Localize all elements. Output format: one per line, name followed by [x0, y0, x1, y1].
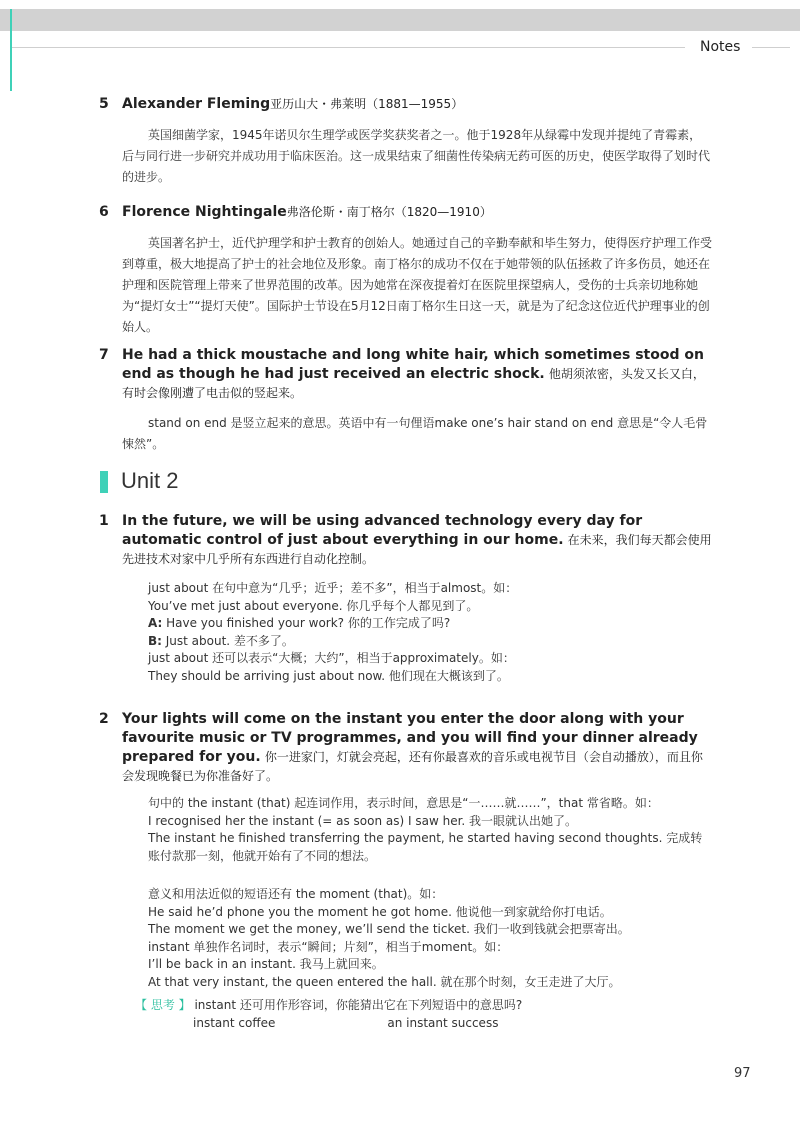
note-number: 1	[99, 513, 109, 529]
top-bar	[0, 9, 800, 31]
think-prompt	[135, 997, 699, 1015]
dialogue-text: Have you finished your work? 你的工作完成了吗?	[162, 616, 451, 631]
note-heading-en: Your lights will come on the instant you enter the door along with your favourite music or TV programmes, and you will find your dinner already prepared for you.	[122, 711, 698, 765]
example-line: You’ve met just about everyone. 你几乎每个人都见到了。	[148, 598, 479, 613]
example-line: just about 还可以表示“大概；大约”，相当于approximately。如：	[148, 651, 515, 666]
note-heading	[122, 710, 712, 786]
example-lines	[148, 580, 712, 686]
note-heading	[122, 95, 712, 114]
note-heading-cn: 你一进家门，灯就会亮起，还有你最喜欢的音乐或电视节目（会自动播放），而且你会发现晚餐已为你准备好了。	[122, 750, 703, 783]
example-line: They should be arriving just about now. 他们现在大概该到了。	[148, 668, 509, 683]
note-number: 5	[99, 96, 109, 112]
example-line: just about 在句中意为“几乎；近乎；差不多”，相当于almost。如：	[148, 581, 518, 595]
phrase-item: an instant success	[387, 1016, 499, 1030]
note-number: 6	[99, 204, 109, 220]
note-heading-en: Alexander Fleming	[122, 96, 271, 112]
note-heading-cn: 亚历山大・弗莱明（1881—1955）	[270, 97, 464, 111]
header-rule-right	[752, 47, 790, 48]
example-line: 意义和用法近似的短语还有 the moment (that)。如：	[148, 887, 444, 901]
note-paragraph: stand on end 是竖立起来的意思。英语中有一句俚语make one’s hair stand on end 意思是“令人毛骨悚然”。	[122, 416, 708, 451]
unit-title: Unit 2	[121, 468, 179, 493]
example-line: I recognised her the instant (= as soon as) I saw her. 我一眼就认出她了。	[148, 813, 578, 828]
notes-header-label: Notes	[700, 39, 741, 55]
think-text: instant 还可用作形容词，你能猜出它在下列短语中的意思吗?	[194, 998, 523, 1012]
dialogue-line	[148, 633, 712, 651]
note-paragraph: 英国著名护士，近代护理学和护士教育的创始人。她通过自己的辛勤奉献和毕生努力，使得医疗护理工作受到尊重，极大地提高了护士的社会地位及形象。南丁格尔的成功不仅在于她带领的队伍拯救了许多伤员，她还在护理和医院管理上带来了世界范围的改革。因为她常在深夜提着灯在医院里探望病人，受伤的士兵亲切地称她为“提灯女士”“提灯天使”。国际护士节设在5月12日南丁格尔生日这一天，就是为了纪念这位近代护理事业的创始人。	[122, 236, 713, 334]
note-heading-cn: 他胡须浓密，头发又长又白，有时会像刚遭了电击似的竖起来。	[122, 367, 705, 400]
example-lines	[148, 886, 712, 992]
note-paragraph: 英国细菌学家，1945年诺贝尔生理学或医学奖获奖者之一。他于1928年从绿霉中发现并提纯了青霉素，后与同行进一步研究并成功用于临床医治。这一成果结束了细菌性传染病无药可医的历史，使医学取得了划时代的进步。	[122, 128, 711, 184]
note-heading	[122, 203, 712, 222]
note-heading	[122, 512, 712, 569]
example-line: The instant he finished transferring the payment, he started having second thoughts. 完成转账付款那一刻，他就开始有了不同的想法。	[148, 831, 703, 863]
phrase-list	[193, 1015, 757, 1033]
think-label: 【 思考 】	[135, 998, 191, 1012]
note-heading-cn: 在未来，我们每天都会使用先进技术对家中几乎所有东西进行自动化控制。	[122, 533, 712, 566]
note-heading-en: In the future, we will be using advanced technology every day for automatic control of just about everything in our home.	[122, 513, 643, 548]
example-line: 句中的 the instant (that) 起连词作用，表示时间，意思是“一……就……”，that 常省略。如：	[148, 796, 659, 810]
speaker-label: B:	[148, 633, 162, 648]
example-line: The moment we get the money, we’ll send the ticket. 我们一收到钱就会把票寄出。	[148, 922, 630, 937]
example-line: I’ll be back in an instant. 我马上就回来。	[148, 957, 384, 972]
example-lines	[148, 795, 712, 865]
example-line: instant 单独作名词时，表示“瞬间；片刻”，相当于moment。如：	[148, 939, 509, 954]
phrase-item: instant coffee	[193, 1016, 276, 1030]
note-heading-en: He had a thick moustache and long white hair, which sometimes stood on end as though he had just received an electric shock.	[122, 347, 704, 382]
page-number: 97	[734, 1066, 751, 1081]
note-number: 7	[99, 347, 109, 363]
unit-title-accent	[100, 471, 108, 493]
example-line: At that very instant, the queen entered the hall. 就在那个时刻，女王走进了大厅。	[148, 974, 621, 989]
note-number: 2	[99, 711, 109, 727]
note-heading-cn: 弗洛伦斯・南丁格尔（1820—1910）	[286, 205, 492, 219]
left-accent-bar	[10, 9, 12, 91]
note-heading	[122, 346, 712, 403]
dialogue-line	[148, 615, 712, 633]
example-line: He said he’d phone you the moment he got home. 他说他一到家就给你打电话。	[148, 904, 612, 919]
note-heading-en: Florence Nightingale	[122, 204, 287, 220]
dialogue-text: Just about. 差不多了。	[161, 633, 294, 648]
header-rule	[12, 47, 685, 48]
speaker-label: A:	[148, 616, 163, 631]
